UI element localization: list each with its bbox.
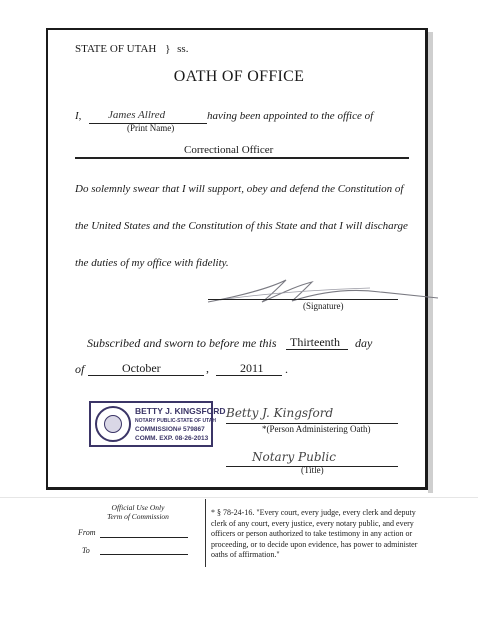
sworn-day-value: Thirteenth	[290, 335, 340, 349]
year-value: 2011	[240, 361, 264, 375]
stamp-expires: COMM. EXP. 08-26-2013	[135, 435, 209, 442]
page-title: OATH OF OFFICE	[173, 68, 305, 85]
footer-separator	[0, 497, 478, 498]
date-period: .	[285, 362, 288, 376]
stamp-commission: COMMISSION# 579867	[135, 426, 205, 433]
office-underline	[75, 157, 409, 159]
signature-underline	[208, 299, 398, 300]
office-value: Correctional Officer	[184, 144, 274, 156]
frame-shadow	[428, 32, 433, 493]
notary-signature: Betty J. Kingsford	[226, 406, 334, 420]
title-label: (Title)	[301, 465, 324, 475]
day-underline	[286, 349, 348, 350]
month-value: October	[122, 361, 161, 375]
print-name-label: (Print Name)	[127, 123, 175, 133]
oath-line-2: the United States and the Constitution of this State and that I will discharge	[75, 220, 408, 232]
official-use-label: Official Use Only	[111, 503, 165, 512]
state-line	[75, 43, 188, 55]
oath-line-3: the duties of my office with fidelity.	[75, 257, 229, 269]
brace-symbol: }	[165, 43, 171, 55]
oath-line-1: Do solemnly swear that I will support, obey and defend the Constitution of	[75, 183, 404, 195]
sworn-text: Subscribed and sworn to before me this	[87, 336, 277, 350]
notary-stamp	[89, 401, 226, 447]
from-line	[100, 537, 188, 538]
footer-divider	[205, 499, 206, 567]
statute-text: * § 78-24-16. "Every court, every judge, every clerk and deputy clerk of any court, every justice, every notary public, and every officers or person authorized to take testimony in any action or proceeding, or to decide upon evidence, has power to administer oaths of affirmation."	[211, 508, 418, 559]
stamp-name: BETTY J. KINGSFORD	[135, 406, 226, 416]
year-underline	[216, 375, 282, 376]
month-underline	[88, 375, 204, 376]
i-label: I,	[75, 110, 82, 122]
ss-label: ss.	[177, 43, 189, 55]
date-comma: ,	[206, 361, 209, 375]
name-value: James Allred	[108, 109, 166, 121]
notary-title-script: Notary Public	[252, 450, 336, 464]
to-label: To	[82, 546, 90, 555]
administering-label: *(Person Administering Oath)	[262, 424, 371, 434]
signature-label: (Signature)	[303, 301, 344, 311]
to-line	[100, 554, 188, 555]
stamp-line2: NOTARY PUBLIC-STATE OF UTAH	[135, 418, 217, 424]
day-label: day	[355, 336, 373, 350]
from-label: From	[78, 528, 96, 537]
state-label: STATE OF UTAH	[75, 43, 157, 55]
of-label: of	[75, 362, 85, 376]
notary-seal-icon	[95, 406, 131, 442]
term-label: Term of Commission	[107, 512, 169, 521]
appointed-text: having been appointed to the office of	[207, 110, 374, 122]
